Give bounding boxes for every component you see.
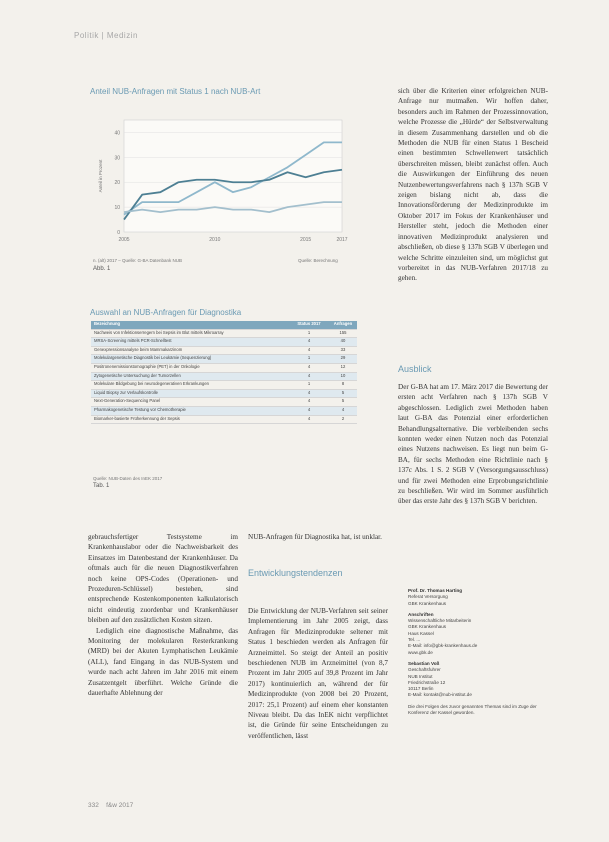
- table-cell-name: MRSA-Screening mittels PCR-Schnelltest: [94, 338, 172, 344]
- y-tick-label: 40: [114, 130, 120, 137]
- contact-line[interactable]: www.gbk.de: [408, 649, 433, 655]
- table-cell-status: 4: [307, 372, 311, 378]
- table-cell-count: 4: [341, 406, 345, 412]
- body-column-left: [88, 532, 238, 699]
- line-chart: [92, 112, 357, 252]
- table-cell-name: Molekulare Bildgebung bei neurodegenerativen Erkrankungen: [94, 381, 210, 387]
- paragraph: gebrauchsfertiger Testsysteme im Krankenhauslabor oder die Nachweisbarkeit des Einsatzes im Datenbestand der Krankenhäuser. Da oftmals auch für die neuen Diagnostikverfahren noch keine OPS-Codes (Operationen- und Prozeduren-Schlüssel) bestehen, sind entsprechende Kostenkomponenten kalkulatorisch nicht eindeutig zuordenbar und Krankenhäuser bleiben auf den zusätzlichen Kosten sitzen.: [88, 533, 238, 625]
- body-column-right-cont: [398, 382, 548, 507]
- body-column-middle-cont: [248, 606, 388, 741]
- table-row: [91, 347, 357, 356]
- author-name: Prof. Dr. Thomas Harting: [408, 588, 463, 593]
- table-cell-name: Molekulargenetische Diagnostik bei Leukämie (Sequenzierung): [94, 355, 212, 361]
- paragraph: Die Entwicklung der NUB-Verfahren seit seiner Implementierung im Jahr 2005 zeigt, dass Anfragen für Medizinprodukte seltener mit Status 1 beschieden werden als Anfragen für Arzneimittel. So steigt der Anteil an positiv beschiedenen NUB im Arzneimittel (von 8,7 Prozent im Jahr 2005 auf 39,8 Prozent im Jahr 2017) kontinuierlich an, während der für Medizinprodukte (von 2008 bei 20 Prozent, 2017: 25,1 Prozent) auf einem eher konstanten Niveau bleibt. Da das InEK nicht verpflichtet ist, die Gründe für seine Entscheidungen zu veröffentlichen, lässt: [248, 607, 388, 740]
- author-org: GBK Krankenhaus: [408, 600, 447, 606]
- contact-heading: Anschriften: [408, 611, 434, 617]
- table-row: [91, 330, 357, 339]
- x-tick-label: 2017: [336, 237, 348, 243]
- contact-line: Tel. ...: [408, 637, 421, 643]
- figure-title: Anteil NUB-Anfragen mit Status 1 nach NUB-Art: [90, 87, 261, 96]
- table-header-count: Anfragen: [333, 321, 353, 326]
- table-cell-count: 5: [341, 398, 345, 404]
- table-row: [91, 407, 357, 416]
- table-row: [91, 381, 357, 390]
- table-cell-name: Zytogenetische Untersuchung der Tumorzellen: [94, 372, 181, 378]
- paragraph: Der G-BA hat am 17. März 2017 die Bewertung der ersten acht Verfahren nach § 137h SGB V abgeschlossen. Lediglich zwei Methoden haben laut G-BA das Potenzial einer erforderlichen Behandlungsalternative. Die verbleibenden sechs konnten weder einen Nutzen noch das Potenzial eines Nutzens nachweisen. Es liegt nun beim G-BA, für sechs Methoden eine Richtlinie nach § 137c Abs. 1 S. 2 SGB V (Versorgungsausschluss) und für zwei Methoden eine Erprobungsrichtlinie zu beschließen. Wir wird im Sommer ausführlich über das erste Jahr des § 137h SGB V berichten.: [398, 383, 548, 506]
- figure-source: n. (alt) 2017 – Quelle: G-BA Datenbank NUB: [93, 258, 183, 263]
- table-row: [91, 364, 357, 373]
- x-tick-label: 2010: [209, 237, 221, 243]
- table-cell-status: 4: [307, 346, 311, 352]
- author2-line: Friedrichstraße 12: [408, 679, 446, 685]
- table-cell-count: 10: [340, 372, 346, 378]
- body-column-right: [398, 86, 548, 284]
- table-cell-name: Biomarker-basierte Früherkennung der Sepsis: [94, 415, 180, 421]
- x-tick-label: 2005: [118, 237, 130, 243]
- table-cell-status: 4: [307, 338, 311, 344]
- table-cell-status: 4: [307, 389, 311, 395]
- table-row: [91, 373, 357, 382]
- table-row: [91, 416, 357, 425]
- table-cell-name: Nachweis von Infektionserregern bei Sepsis im Blut mittels Mikroarray: [94, 329, 224, 335]
- table-cell-count: 5: [341, 389, 345, 395]
- table-cell-status: 1: [307, 381, 311, 387]
- y-tick-label: 0: [117, 230, 120, 236]
- table-header-row: [91, 321, 357, 330]
- contact-line: E-Mail: info@gbk-krankenhaus.de: [408, 643, 478, 649]
- table-cell-name: Pharmakogenetische Testung vor Chemotherapie: [94, 406, 186, 412]
- issue-label: f&w 2017: [106, 802, 134, 809]
- paragraph: sich über die Kriterien einer erfolgreichen NUB-Anfrage nur mutmaßen. Wir hoffen daher, besonders auch im Rahmen der Prozessinnovation, welche Prozesse die „Hürde“ der Selbstverwaltung in diesem Zusammenhang darstellen und ob die Methoden die NUB für einen Status 1 Bescheid einen bestimmten Schwellenwert tatsächlich überschreiten müssen, bleibt zunächst offen. Auch die Auswirkungen der Einführung des neuen Nutzenbewertungsverfahrens nach § 137h SGB V zeigen bislang nicht ab, dass die Innovationsförderung der Medizinprodukte im Oktober 2017 im Fokus der Krankenhäuser und Hersteller steht, jedoch die Methoden einer innovativen Medizinprodukt analysieren und abschließen, ob diese § 137h SGB V überlegen und welche Schritte einzuleiten sind, um möglichst gut vorbereitet in das NUB-Verfahren 2017/18 zu gehen.: [398, 87, 548, 283]
- author2-line: 10117 Berlin: [408, 686, 434, 692]
- table-cell-name: Genexpressionsanalyse beim Mammakarzinom: [94, 346, 183, 352]
- table-row: [91, 398, 357, 407]
- table-cell-status: 1: [307, 355, 311, 361]
- y-axis-label: Anteil in Prozent: [98, 159, 103, 193]
- author2-name: Sebastian Voß: [408, 660, 440, 666]
- section-heading: Entwicklungstendenzen: [248, 568, 343, 578]
- contact-line: GBK Krankenhaus: [408, 624, 447, 630]
- figure-source-right: Quelle: Berechnung: [298, 258, 338, 263]
- y-tick-label: 20: [114, 180, 120, 187]
- table-title: Auswahl an NUB-Anfragen für Diagnostika: [90, 308, 242, 317]
- table-cell-count: 2: [341, 415, 345, 421]
- paragraph: Lediglich eine diagnostische Maßnahme, das Monitoring der molekularen Resterkrankung (MRD) bei der Akuten Lymphatischen Leukämie (ALL), fand Eingang in das NUB-System und wurde nach acht Jahren im Jahr 2016 mit einem Zusatzentgelt überführt. Welche Gründe die dauerhafte Ablehnung der: [88, 626, 238, 698]
- table-cell-count: 12: [340, 363, 346, 369]
- table-cell-count: 29: [340, 355, 346, 361]
- table-header-name: Bezeichnung: [94, 321, 121, 326]
- page-footer: [88, 802, 133, 809]
- author2-line: E-Mail: kontakt@nub-institut.de: [408, 692, 472, 698]
- figure-label: Abb. 1: [93, 266, 111, 272]
- table-header-status: Status 2017: [297, 321, 321, 326]
- table-cell-name: Positronenemissionstomographie (PET) in der Onkologie: [94, 363, 200, 369]
- table-cell-name: Next-Generation-Sequencing Panel: [94, 398, 161, 404]
- author2-line: NUB Institut: [408, 673, 433, 679]
- contact-line: Wissenschaftliche Mitarbeiterin: [408, 618, 472, 624]
- table-row: [91, 355, 357, 364]
- table-cell-status: 4: [307, 363, 311, 369]
- author2-line: Geschaftsfuhrer: [408, 667, 441, 673]
- table-source: Quelle: NUB-Daten des InEK 2017: [93, 476, 163, 481]
- table-row: [91, 390, 357, 399]
- table-row: [91, 338, 357, 347]
- contact-line: Haus Kassel: [408, 630, 434, 636]
- body-column-middle: [248, 532, 388, 542]
- x-tick-label: 2015: [300, 237, 312, 243]
- author-box: [408, 588, 548, 716]
- table-cell-status: 4: [307, 406, 311, 412]
- table-cell-count: 33: [340, 346, 346, 352]
- section-heading: Ausblick: [398, 364, 432, 374]
- running-head: Politik | Medizin: [74, 31, 138, 40]
- paragraph: NUB-Anfragen für Diagnostika hat, ist unklar.: [248, 533, 382, 541]
- y-tick-label: 10: [114, 205, 120, 212]
- table-label: Tab. 1: [93, 483, 110, 489]
- table-cell-status: 1: [307, 329, 311, 335]
- y-tick-label: 30: [114, 155, 120, 162]
- table-cell-count: 155: [339, 329, 347, 335]
- page-number: 332: [88, 802, 99, 809]
- author-note: Die drei Folgen des zuvor genannten Themas sind im Zuge der Konferenz der Kassel geworden.: [408, 703, 537, 716]
- data-table: [91, 321, 357, 424]
- table-cell-count: 40: [340, 338, 346, 344]
- table-cell-name: Liquid Biopsy zur Verlaufskontrolle: [94, 389, 159, 395]
- table-cell-status: 4: [307, 398, 311, 404]
- table-cell-count: 8: [341, 381, 345, 387]
- table-cell-status: 4: [307, 415, 311, 421]
- author-role: Referat Versorgung: [408, 594, 448, 600]
